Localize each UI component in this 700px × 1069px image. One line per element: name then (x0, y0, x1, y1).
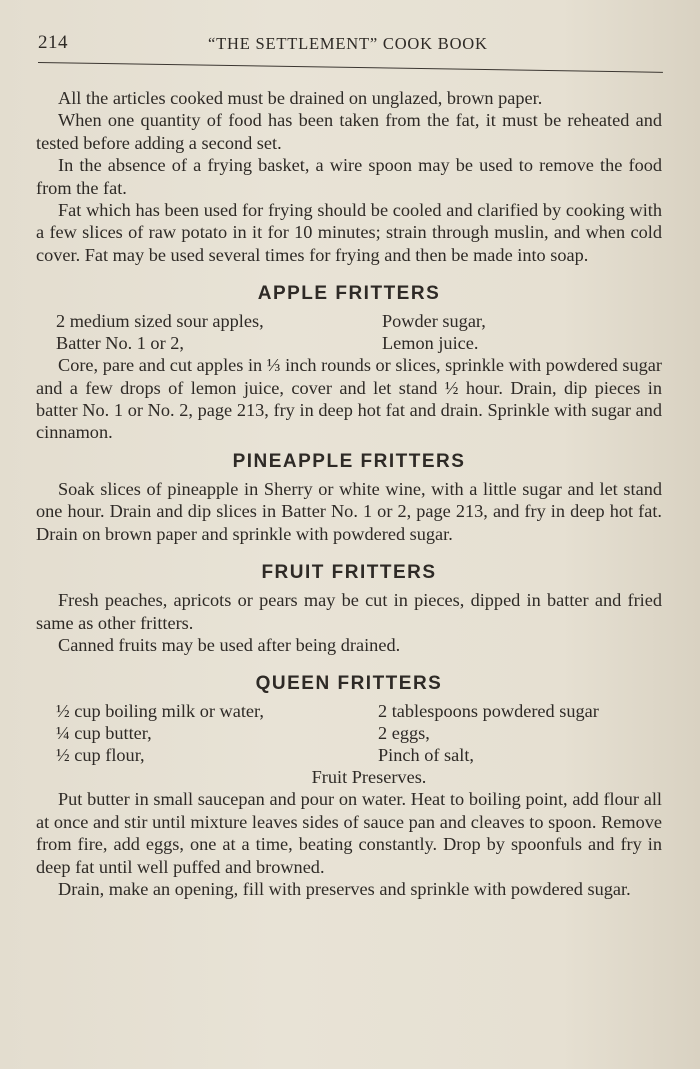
running-title: “THE SETTLEMENT” COOK BOOK (208, 34, 488, 53)
recipe-title-fruit-fritters: FRUIT FRITTERS (261, 562, 437, 584)
ingredient: ¼ cup butter, (56, 723, 152, 744)
ingredient: Fruit Preserves. (311, 767, 427, 788)
ingredient: Pinch of salt, (378, 745, 474, 766)
page-number: 214 (38, 32, 68, 53)
ingredient: 2 tablespoons powdered sugar (378, 701, 599, 722)
page-header (38, 32, 662, 58)
directions-fruit: Canned fruits may be used after being drained. (58, 634, 401, 655)
intro-paragraph: When one quantity of food has been taken from the fat, it must be reheated and tested before adding a second set. (36, 110, 662, 153)
recipe-title-pineapple-fritters: PINEAPPLE FRITTERS (232, 450, 466, 472)
recipe-title-apple-fritters: APPLE FRITTERS (257, 283, 441, 305)
ingredient: Lemon juice. (382, 333, 479, 354)
ingredient-list-apple (56, 310, 662, 354)
ingredient-list-queen (56, 700, 662, 766)
intro-paragraph: In the absence of a frying basket, a wire spoon may be used to remove the food from the fat. (36, 155, 662, 198)
header-rule (38, 62, 663, 73)
directions-queen: Put butter in small saucepan and pour on water. Heat to boiling point, add flour all at once and stir until mixture leaves sides of sauce pan and cleaves to spoon. Remove from fire, add eggs, one at a time, beating constantly. Drop by spoonfuls and fry in deep fat until well puffed and browned. (36, 789, 662, 877)
recipe-title-queen-fritters: QUEEN FRITTERS (255, 673, 443, 695)
ingredient: ½ cup flour, (56, 745, 145, 766)
ingredient: Batter No. 1 or 2, (56, 333, 184, 354)
page-body (36, 87, 662, 900)
intro-paragraph: Fat which has been used for frying should be cooled and clarified by cooking with a few slices of raw potato in it for 10 minutes; strain through muslin, and when cold cover. Fat may be used several times for frying and then be made into soap. (36, 200, 662, 265)
directions-pineapple: Soak slices of pineapple in Sherry or white wine, with a little sugar and let stand one hour. Drain and dip slices in Batter No. 1 or 2, page 213, and fry in deep hot fat. Drain on brown paper and sprinkle with powdered sugar. (36, 478, 662, 544)
ingredient: 2 eggs, (378, 723, 430, 744)
directions-fruit: Fresh peaches, apricots or pears may be cut in pieces, dipped in batter and fried same as other fritters. (36, 590, 662, 633)
ingredient: Powder sugar, (382, 311, 486, 332)
ingredient: ½ cup boiling milk or water, (56, 701, 264, 722)
directions-apple: Core, pare and cut apples in ⅓ inch rounds or slices, sprinkle with powdered sugar and a few drops of lemon juice, cover and let stand ½ hour. Drain, dip pieces in batter No. 1 or No. 2, page 213, fry in deep hot fat and drain. Sprinkle with sugar and cinnamon. (36, 355, 662, 443)
directions-queen: Drain, make an opening, fill with preserves and sprinkle with powdered sugar. (58, 878, 631, 899)
ingredient: 2 medium sized sour apples, (56, 311, 264, 332)
intro-paragraph: All the articles cooked must be drained on unglazed, brown paper. (58, 88, 543, 108)
